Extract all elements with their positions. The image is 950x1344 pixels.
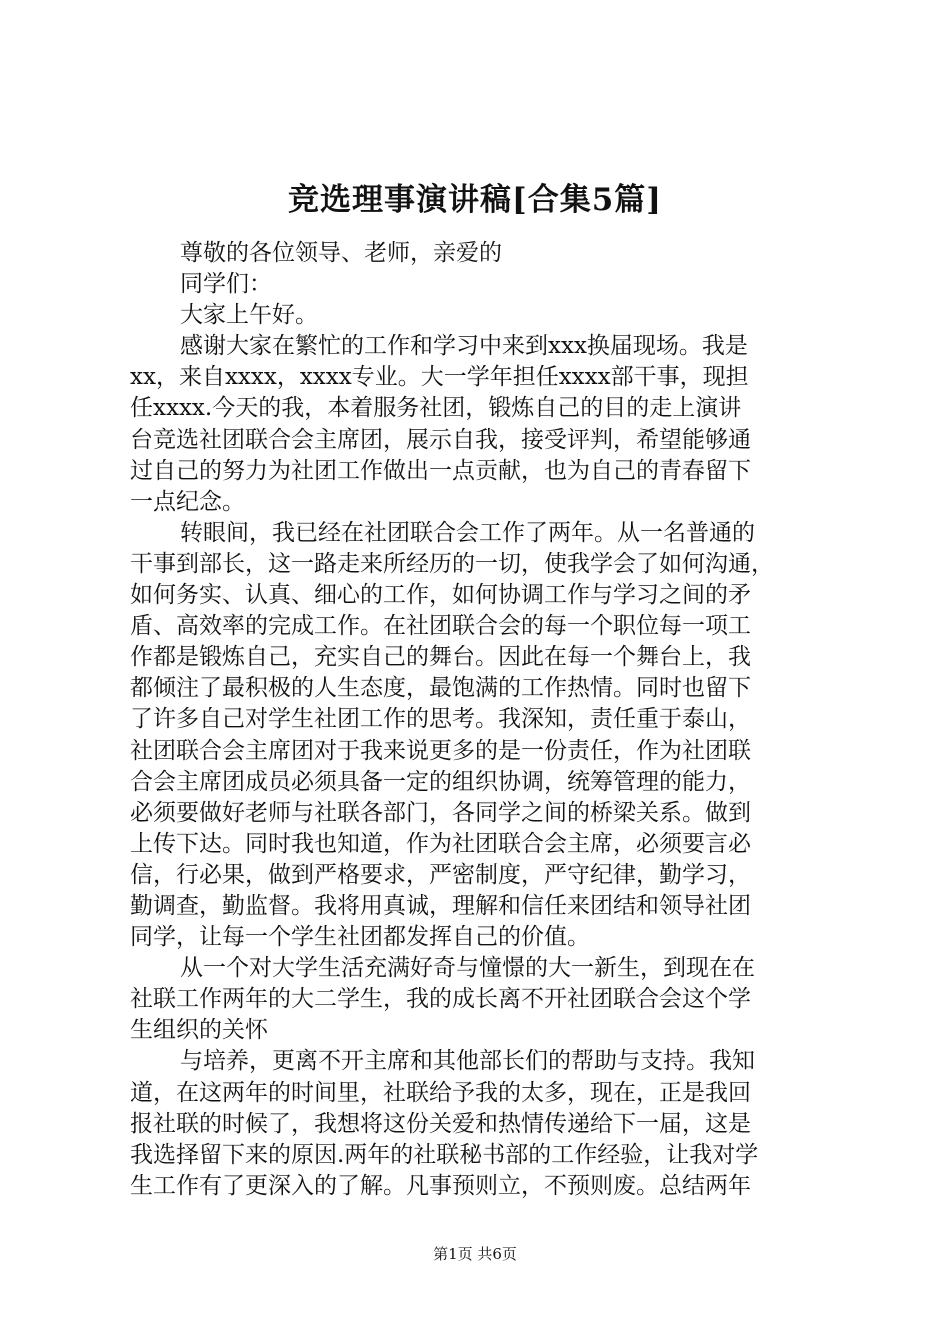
text-line: 都倾注了最积极的人生态度，最饱满的工作热情。同时也留下 bbox=[130, 675, 751, 702]
text-line: 干事到部长，这一路走来所经历的一切，使我学会了如何沟通， bbox=[130, 550, 774, 577]
text-line: 生工作有了更深入的了解。凡事预则立，不预则废。总结两年 bbox=[130, 1172, 751, 1199]
text-line: 同学，让每一个学生社团都发挥自己的价值。 bbox=[130, 924, 590, 951]
text-line: 作都是锻炼自己，充实自己的舞台。因此在每一个舞台上，我 bbox=[130, 644, 751, 671]
text-line: 从一个对大学生活充满好奇与憧憬的大一新生，到现在在 bbox=[180, 955, 755, 982]
text-line: 一点纪念。 bbox=[130, 488, 245, 515]
text-line: xx，来自xxxx，xxxx专业。大一学年担任xxxx部干事，现担 bbox=[130, 364, 749, 391]
text-line: 台竞选社团联合会主席团，展示自我，接受评判，希望能够通 bbox=[130, 426, 751, 453]
text-line: 合会主席团成员必须具备一定的组织协调，统筹管理的能力， bbox=[130, 768, 751, 795]
text-line: 了许多自己对学生社团工作的思考。我深知，责任重于泰山， bbox=[130, 706, 751, 733]
page-footer: 第1页 共6页 bbox=[433, 1245, 517, 1263]
text-line: 报社联的时候了，我想将这份关爱和热情传递给下一届，这是 bbox=[130, 1110, 751, 1137]
text-line: 大家上午好。 bbox=[180, 302, 318, 329]
document-body bbox=[130, 238, 830, 1202]
text-line: 道，在这两年的时间里，社联给予我的太多，现在，正是我回 bbox=[130, 1079, 751, 1106]
text-line: 必须要做好老师与社联各部门，各同学之间的桥梁关系。做到 bbox=[130, 799, 751, 826]
text-line: 我选择留下来的原因.两年的社联秘书部的工作经验，让我对学 bbox=[130, 1141, 759, 1168]
text-line: 勤调查，勤监督。我将用真诚，理解和信任来团结和领导社团 bbox=[130, 892, 751, 919]
text-line: 信，行必果，做到严格要求，严密制度，严守纪律，勤学习， bbox=[130, 861, 751, 888]
text-line: 生组织的关怀 bbox=[130, 1017, 268, 1044]
text-line: 盾、高效率的完成工作。在社团联合会的每一个职位每一项工 bbox=[130, 613, 751, 640]
text-line: 任xxxx.今天的我，本着服务社团，锻炼自己的目的走上演讲 bbox=[130, 395, 742, 422]
text-line: 过自己的努力为社团工作做出一点贡献，也为自己的青春留下 bbox=[130, 457, 751, 484]
text-line: 尊敬的各位领导、老师，亲爱的 bbox=[180, 240, 502, 266]
text-line: 社团联合会主席团对于我来说更多的是一份责任，作为社团联 bbox=[130, 737, 751, 764]
text-line: 社联工作两年的大二学生，我的成长离不开社团联合会这个学 bbox=[130, 986, 751, 1013]
text-line: 如何务实、认真、细心的工作，如何协调工作与学习之间的矛 bbox=[130, 582, 751, 609]
text-line: 上传下达。同时我也知道，作为社团联合会主席，必须要言必 bbox=[130, 830, 751, 857]
text-line: 感谢大家在繁忙的工作和学习中来到xxx换届现场。我是 bbox=[180, 333, 748, 360]
text-line: 同学们： bbox=[180, 271, 272, 298]
document-title: 竞选理事演讲稿[合集5篇] bbox=[288, 182, 662, 218]
text-line: 转眼间，我已经在社团联合会工作了两年。从一名普通的 bbox=[180, 519, 755, 546]
text-line: 与培养，更离不开主席和其他部长们的帮助与支持。我知 bbox=[180, 1048, 755, 1075]
